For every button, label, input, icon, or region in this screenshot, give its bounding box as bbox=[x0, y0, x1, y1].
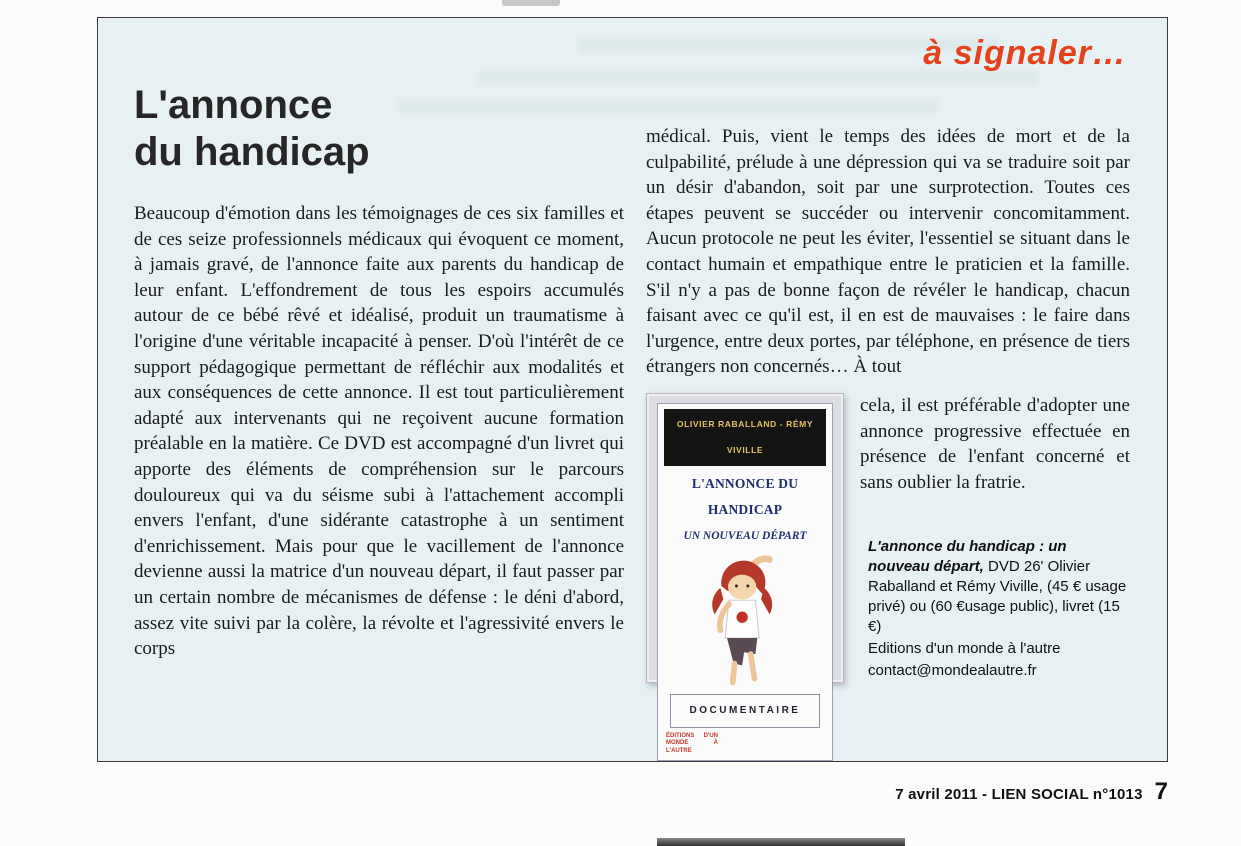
caption-contact-email: contact@mondealautre.fr bbox=[868, 662, 1037, 680]
dvd-caption bbox=[868, 537, 1130, 681]
dvd-publisher-logo: ÉDITIONS D'UN MONDE À L'AUTRE bbox=[666, 732, 718, 754]
dvd-genre-label: DOCUMENTAIRE bbox=[670, 694, 820, 728]
dvd-cover-illustration bbox=[664, 550, 826, 692]
article-right-column bbox=[646, 124, 1130, 754]
article-title bbox=[134, 82, 370, 176]
show-through-artifact bbox=[398, 100, 938, 114]
beside-dvd-column bbox=[860, 393, 1130, 681]
article-wrap-text: cela, il est préférable d'adopter une annonce progressive effectuée en présence de l'enfant concerné et sans oublier la fratrie. bbox=[860, 394, 1130, 493]
dvd-cover bbox=[646, 393, 844, 754]
dvd-section bbox=[646, 393, 1130, 754]
manga-girl-illustration bbox=[693, 550, 797, 692]
dvd-title: L'ANNONCE DU HANDICAP bbox=[691, 476, 799, 517]
dvd-cover-front bbox=[657, 403, 833, 761]
caption-publisher: Editions d'un monde à l'autre bbox=[868, 640, 1061, 658]
page-footer bbox=[895, 778, 1168, 806]
scan-artifact-top bbox=[502, 0, 560, 6]
article-left-column: Beaucoup d'émotion dans les témoignages de ces six familles et de ces seize professionnels médicaux qui évoquent ce moment, à jamais gravé, de l'annonce faite aux parents du handicap de leur enfant. L'effondrement de tous les espoirs accumulés autour de ce bébé rêvé et idéalisé, produit un traumatisme à l'origine d'une véritable incapacité à penser. D'où l'intérêt de ce support pédagogique permettant de réfléchir aux modalités et aux conséquences de cette annonce. Il est tout particulièrement adapté aux intervenants qui ne reçoivent aucune formation préalable en la matière. Ce DVD est accompagné d'un livret qui apporte des éléments de compréhension sur le parcours douloureux qui va du séisme subi à l'attachement accompli envers l'enfant, d'une sidérante catastrophe à un sentiment d'enrichissement. Mais pour que le vacillement de l'annonce devienne aussi la matrice d'un nouveau départ, il faut passer par un certain nombre de mécanismes de défense : le déni d'abord, assez vite suivi par la colère, la révolte et l'agressivité envers le corps bbox=[134, 203, 624, 660]
footer-issue-info: 7 avril 2011 - LIEN SOCIAL n°1013 bbox=[895, 786, 1143, 803]
caption-title: L'annonce du handicap : un nouveau départ, bbox=[868, 538, 1067, 576]
dvd-authors: OLIVIER RABALLAND - RÉMY VIVILLE bbox=[664, 409, 826, 466]
dvd-subtitle: UN NOUVEAU DÉPART bbox=[683, 530, 807, 543]
caption-details: DVD 26' Olivier Raballand et Rémy Viville, (45 € usage privé) ou (60 €usage public), livret (15 €) bbox=[868, 558, 1127, 636]
footer-page-number: 7 bbox=[1154, 778, 1168, 805]
section-label: à signaler… bbox=[923, 34, 1127, 72]
article-title-line2: du handicap bbox=[134, 130, 370, 174]
scan-artifact-bottom bbox=[657, 838, 905, 846]
article-page bbox=[97, 17, 1168, 762]
article-title-line1: L'annonce bbox=[134, 83, 333, 127]
article-right-column-text: médical. Puis, vient le temps des idées de mort et de la culpabilité, prélude à une dépression qui va se traduire soit par un désir d'abandon, soit par une surprotection. Toutes ces étapes peuvent se succéder ou intervenir concomitamment. Aucun protocole ne peut les éviter, l'essentiel se situant dans le contact humain et empathique entre le praticien et la famille. S'il n'y a pas de bonne façon de révéler le handicap, chacun faisant avec ce qu'il est, il en est de mauvaises : le faire dans l'urgence, entre deux portes, par téléphone, en présence de tiers étrangers non concernés… À tout bbox=[646, 126, 1130, 378]
